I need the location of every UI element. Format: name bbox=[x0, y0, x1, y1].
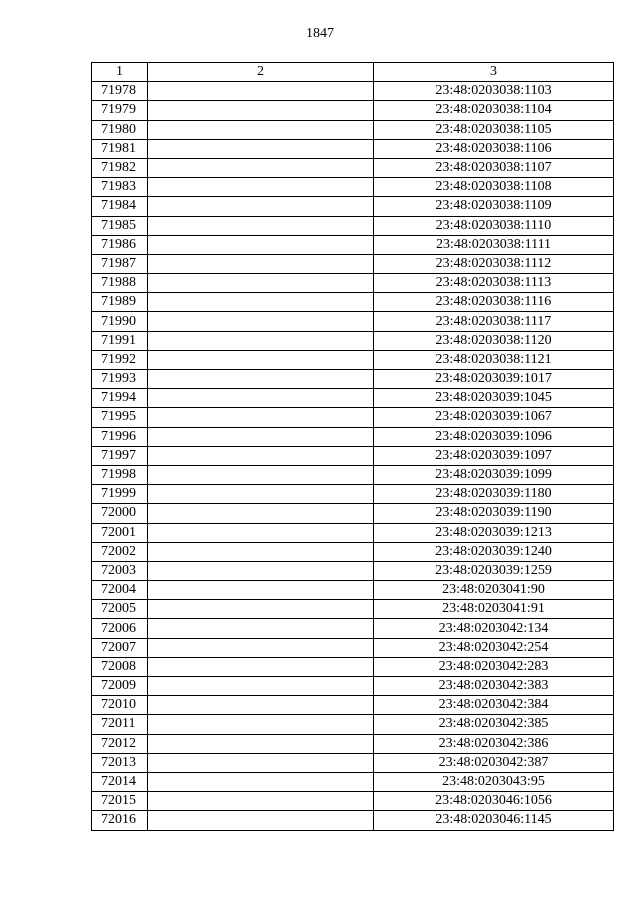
table-row bbox=[92, 523, 614, 542]
table-row bbox=[92, 331, 614, 350]
row-number-cell: 71998 bbox=[92, 465, 148, 484]
column-2-cell bbox=[148, 139, 374, 158]
table-row bbox=[92, 254, 614, 273]
table-row bbox=[92, 792, 614, 811]
column-2-cell bbox=[148, 120, 374, 139]
cadastral-number-cell: 23:48:0203042:383 bbox=[374, 677, 614, 696]
row-number-cell: 72011 bbox=[92, 715, 148, 734]
row-number-cell: 71983 bbox=[92, 178, 148, 197]
table-body bbox=[92, 82, 614, 830]
column-2-cell bbox=[148, 523, 374, 542]
row-number-cell: 72016 bbox=[92, 811, 148, 830]
cadastral-number-cell: 23:48:0203039:1067 bbox=[374, 408, 614, 427]
table-row bbox=[92, 82, 614, 101]
row-number-cell: 72008 bbox=[92, 657, 148, 676]
row-number-cell: 71987 bbox=[92, 254, 148, 273]
table-row bbox=[92, 178, 614, 197]
column-2-cell bbox=[148, 331, 374, 350]
table-row bbox=[92, 350, 614, 369]
table-row bbox=[92, 772, 614, 791]
column-2-cell bbox=[148, 389, 374, 408]
table-row bbox=[92, 619, 614, 638]
column-header-1: 1 bbox=[92, 63, 148, 82]
row-number-cell: 71993 bbox=[92, 370, 148, 389]
cadastral-number-cell: 23:48:0203043:95 bbox=[374, 772, 614, 791]
column-2-cell bbox=[148, 235, 374, 254]
table-row bbox=[92, 657, 614, 676]
cadastral-number-cell: 23:48:0203039:1259 bbox=[374, 561, 614, 580]
cadastral-number-cell: 23:48:0203039:1096 bbox=[374, 427, 614, 446]
column-2-cell bbox=[148, 427, 374, 446]
table-row bbox=[92, 696, 614, 715]
row-number-cell: 72014 bbox=[92, 772, 148, 791]
table-row bbox=[92, 446, 614, 465]
row-number-cell: 71994 bbox=[92, 389, 148, 408]
column-2-cell bbox=[148, 101, 374, 120]
row-number-cell: 72000 bbox=[92, 504, 148, 523]
table-row bbox=[92, 101, 614, 120]
row-number-cell: 71995 bbox=[92, 408, 148, 427]
row-number-cell: 72010 bbox=[92, 696, 148, 715]
table-row bbox=[92, 139, 614, 158]
column-2-cell bbox=[148, 293, 374, 312]
table-row bbox=[92, 274, 614, 293]
column-2-cell bbox=[148, 657, 374, 676]
column-2-cell bbox=[148, 350, 374, 369]
column-header-3: 3 bbox=[374, 63, 614, 82]
column-2-cell bbox=[148, 178, 374, 197]
column-2-cell bbox=[148, 542, 374, 561]
table-row bbox=[92, 600, 614, 619]
column-2-cell bbox=[148, 811, 374, 830]
column-2-cell bbox=[148, 504, 374, 523]
cadastral-number-cell: 23:48:0203046:1145 bbox=[374, 811, 614, 830]
column-2-cell bbox=[148, 638, 374, 657]
cadastral-number-cell: 23:48:0203038:1106 bbox=[374, 139, 614, 158]
column-2-cell bbox=[148, 677, 374, 696]
cadastral-number-cell: 23:48:0203039:1180 bbox=[374, 485, 614, 504]
table-row bbox=[92, 504, 614, 523]
table-row bbox=[92, 158, 614, 177]
column-2-cell bbox=[148, 312, 374, 331]
table-row bbox=[92, 715, 614, 734]
cadastral-number-cell: 23:48:0203046:1056 bbox=[374, 792, 614, 811]
column-2-cell bbox=[148, 715, 374, 734]
column-2-cell bbox=[148, 581, 374, 600]
column-2-cell bbox=[148, 561, 374, 580]
table-row bbox=[92, 811, 614, 830]
table-row bbox=[92, 581, 614, 600]
column-2-cell bbox=[148, 370, 374, 389]
row-number-cell: 71980 bbox=[92, 120, 148, 139]
row-number-cell: 71982 bbox=[92, 158, 148, 177]
cadastral-number-cell: 23:48:0203042:386 bbox=[374, 734, 614, 753]
table-row bbox=[92, 235, 614, 254]
cadastral-number-cell: 23:48:0203038:1121 bbox=[374, 350, 614, 369]
row-number-cell: 72007 bbox=[92, 638, 148, 657]
column-2-cell bbox=[148, 82, 374, 101]
cadastral-number-cell: 23:48:0203042:254 bbox=[374, 638, 614, 657]
row-number-cell: 72005 bbox=[92, 600, 148, 619]
row-number-cell: 72009 bbox=[92, 677, 148, 696]
row-number-cell: 72004 bbox=[92, 581, 148, 600]
column-2-cell bbox=[148, 274, 374, 293]
cadastral-number-cell: 23:48:0203041:91 bbox=[374, 600, 614, 619]
row-number-cell: 72006 bbox=[92, 619, 148, 638]
cadastral-number-cell: 23:48:0203038:1107 bbox=[374, 158, 614, 177]
row-number-cell: 71979 bbox=[92, 101, 148, 120]
table-row bbox=[92, 408, 614, 427]
table-row bbox=[92, 389, 614, 408]
cadastral-number-cell: 23:48:0203038:1112 bbox=[374, 254, 614, 273]
cadastral-number-cell: 23:48:0203042:387 bbox=[374, 753, 614, 772]
cadastral-number-cell: 23:48:0203042:134 bbox=[374, 619, 614, 638]
column-2-cell bbox=[148, 619, 374, 638]
row-number-cell: 71997 bbox=[92, 446, 148, 465]
cadastral-number-cell: 23:48:0203038:1103 bbox=[374, 82, 614, 101]
table-row bbox=[92, 542, 614, 561]
table-row bbox=[92, 120, 614, 139]
table-row bbox=[92, 370, 614, 389]
row-number-cell: 71978 bbox=[92, 82, 148, 101]
table-row bbox=[92, 465, 614, 484]
table-row bbox=[92, 638, 614, 657]
table-row bbox=[92, 677, 614, 696]
column-2-cell bbox=[148, 772, 374, 791]
page-number: 1847 bbox=[306, 26, 334, 41]
row-number-cell: 72001 bbox=[92, 523, 148, 542]
column-2-cell bbox=[148, 753, 374, 772]
row-number-cell: 71981 bbox=[92, 139, 148, 158]
cadastral-number-cell: 23:48:0203038:1108 bbox=[374, 178, 614, 197]
column-2-cell bbox=[148, 485, 374, 504]
cadastral-number-cell: 23:48:0203039:1240 bbox=[374, 542, 614, 561]
column-2-cell bbox=[148, 446, 374, 465]
cadastral-number-cell: 23:48:0203042:384 bbox=[374, 696, 614, 715]
column-2-cell bbox=[148, 197, 374, 216]
row-number-cell: 71991 bbox=[92, 331, 148, 350]
cadastral-number-cell: 23:48:0203038:1120 bbox=[374, 331, 614, 350]
cadastral-number-cell: 23:48:0203039:1099 bbox=[374, 465, 614, 484]
row-number-cell: 71988 bbox=[92, 274, 148, 293]
table-row bbox=[92, 312, 614, 331]
column-2-cell bbox=[148, 408, 374, 427]
column-2-cell bbox=[148, 696, 374, 715]
column-2-cell bbox=[148, 734, 374, 753]
row-number-cell: 72002 bbox=[92, 542, 148, 561]
cadastral-number-cell: 23:48:0203038:1113 bbox=[374, 274, 614, 293]
column-2-cell bbox=[148, 600, 374, 619]
row-number-cell: 72015 bbox=[92, 792, 148, 811]
row-number-cell: 72013 bbox=[92, 753, 148, 772]
row-number-cell: 71999 bbox=[92, 485, 148, 504]
cadastral-table bbox=[91, 62, 614, 831]
table-row bbox=[92, 293, 614, 312]
table-row bbox=[92, 561, 614, 580]
table-row bbox=[92, 485, 614, 504]
cadastral-number-cell: 23:48:0203039:1045 bbox=[374, 389, 614, 408]
cadastral-number-cell: 23:48:0203038:1117 bbox=[374, 312, 614, 331]
column-2-cell bbox=[148, 158, 374, 177]
cadastral-number-cell: 23:48:0203038:1105 bbox=[374, 120, 614, 139]
column-2-cell bbox=[148, 216, 374, 235]
table-row bbox=[92, 197, 614, 216]
row-number-cell: 72003 bbox=[92, 561, 148, 580]
cadastral-number-cell: 23:48:0203041:90 bbox=[374, 581, 614, 600]
table-row bbox=[92, 734, 614, 753]
cadastral-number-cell: 23:48:0203038:1116 bbox=[374, 293, 614, 312]
table-row bbox=[92, 753, 614, 772]
column-2-cell bbox=[148, 792, 374, 811]
row-number-cell: 71984 bbox=[92, 197, 148, 216]
cadastral-number-cell: 23:48:0203039:1190 bbox=[374, 504, 614, 523]
cadastral-number-cell: 23:48:0203038:1109 bbox=[374, 197, 614, 216]
table-header-row bbox=[92, 63, 614, 82]
cadastral-number-cell: 23:48:0203038:1104 bbox=[374, 101, 614, 120]
row-number-cell: 71986 bbox=[92, 235, 148, 254]
row-number-cell: 71992 bbox=[92, 350, 148, 369]
row-number-cell: 71989 bbox=[92, 293, 148, 312]
row-number-cell: 71990 bbox=[92, 312, 148, 331]
row-number-cell: 71996 bbox=[92, 427, 148, 446]
column-2-cell bbox=[148, 254, 374, 273]
cadastral-number-cell: 23:48:0203039:1017 bbox=[374, 370, 614, 389]
cadastral-number-cell: 23:48:0203039:1097 bbox=[374, 446, 614, 465]
table-row bbox=[92, 216, 614, 235]
column-2-cell bbox=[148, 465, 374, 484]
cadastral-number-cell: 23:48:0203039:1213 bbox=[374, 523, 614, 542]
cadastral-number-cell: 23:48:0203042:283 bbox=[374, 657, 614, 676]
cadastral-number-cell: 23:48:0203038:1110 bbox=[374, 216, 614, 235]
row-number-cell: 71985 bbox=[92, 216, 148, 235]
table-row bbox=[92, 427, 614, 446]
cadastral-number-cell: 23:48:0203042:385 bbox=[374, 715, 614, 734]
cadastral-number-cell: 23:48:0203038:1111 bbox=[374, 235, 614, 254]
row-number-cell: 72012 bbox=[92, 734, 148, 753]
column-header-2: 2 bbox=[148, 63, 374, 82]
